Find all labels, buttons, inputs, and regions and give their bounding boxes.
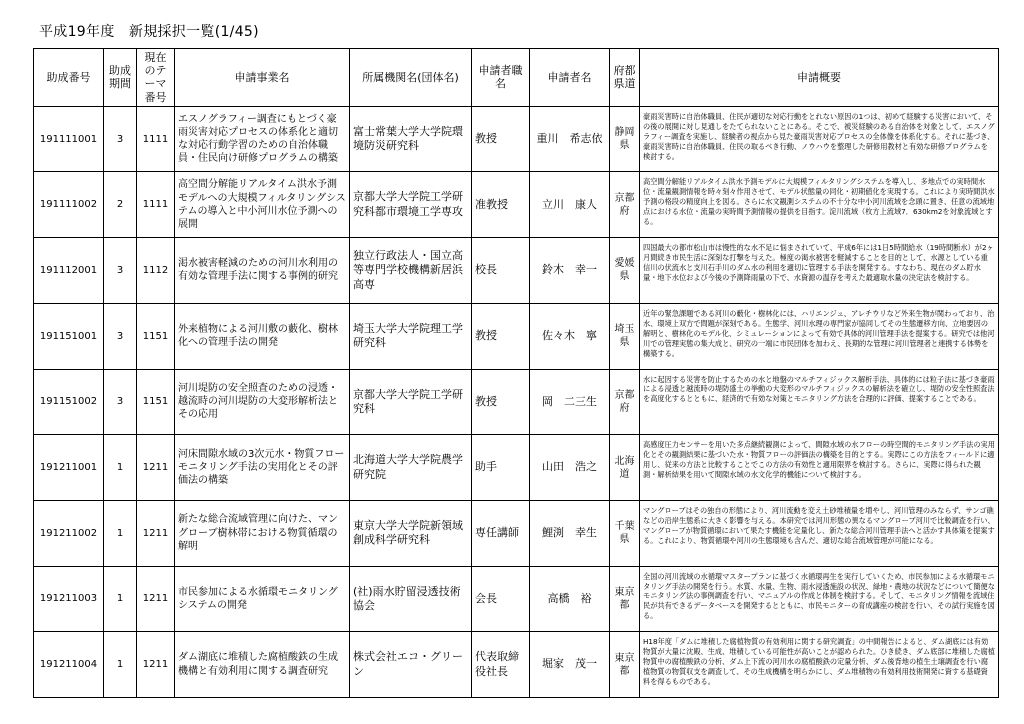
header-position: 申請者職 名 <box>472 49 530 107</box>
header-id: 助成番号 <box>34 49 104 107</box>
cell-applicant: 立川 康人 <box>530 172 610 238</box>
cell-applicant: 鈴木 幸一 <box>530 238 610 304</box>
cell-period: 3 <box>104 303 137 369</box>
grant-table <box>33 48 999 698</box>
cell-pref: 京都府 <box>610 369 640 435</box>
table-row <box>34 369 999 435</box>
cell-project: 渇水被害軽減のための河川水利用の有効な管理手法に関する事例的研究 <box>175 238 350 304</box>
cell-theme: 1211 <box>137 435 175 501</box>
table-row <box>34 566 999 632</box>
table-row <box>34 303 999 369</box>
cell-position: 教授 <box>472 106 530 172</box>
cell-position: 校長 <box>472 238 530 304</box>
cell-project: 市民参加による水循環モニタリングシステムの開発 <box>175 566 350 632</box>
cell-position: 教授 <box>472 303 530 369</box>
page-title: 平成19年度 新規採択一覧(1/45) <box>39 24 259 40</box>
cell-pref: 東京都 <box>610 632 640 698</box>
cell-theme: 1211 <box>137 566 175 632</box>
header-org: 所属機関名(団体名) <box>350 49 472 107</box>
cell-org: 京都大学大学院工学研究科都市環境工学専攻 <box>350 172 472 238</box>
cell-applicant: 重川 希志依 <box>530 106 610 172</box>
cell-position: 会長 <box>472 566 530 632</box>
cell-summary: 高空間分解能リアルタイム洪水予測モデルに大規模フィルタリングシステムを導入し、多地点での実時間水位・流量観測情報を時々刻々作用させて、モデル状態量の同化・初期値化を実現する。これにより実時間洪水予測の格段の精度向上を図る。さらに水文観測システムの不十分な中小河川流域を念頭に置き、任意の流域地点における水位・流量の実時間予測情報の提供を目指す。淀川流域（枚方上流域7．630km2を対象流域とする。 <box>640 172 999 238</box>
cell-period: 1 <box>104 632 137 698</box>
table-row <box>34 238 999 304</box>
cell-id: 191151001 <box>34 303 104 369</box>
cell-project: 河床間隙水域の3次元水・物質フローモニタリング手法の実用化とその評価法の構築 <box>175 435 350 501</box>
cell-pref: 東京都 <box>610 566 640 632</box>
cell-org: (社)雨水貯留浸透技術協会 <box>350 566 472 632</box>
cell-theme: 1151 <box>137 369 175 435</box>
table-row <box>34 500 999 566</box>
cell-summary: 水に起因する災害を防止するための水と地盤のマルチフィジックス解析手法、具体的には粒子法に基づき豪雨による浸透と越流時の堤防盛土の挙動の大変形のマルチフィジックスの解析法を確立し、堤防の安全性照査法を高度化するとともに、経済的で有効な対策とモニタリング方法を合理的に評価、提案することである。 <box>640 369 999 435</box>
cell-id: 191112001 <box>34 238 104 304</box>
table-row <box>34 172 999 238</box>
cell-period: 3 <box>104 369 137 435</box>
cell-id: 191111001 <box>34 106 104 172</box>
cell-id: 191211001 <box>34 435 104 501</box>
cell-project: 新たな総合流域管理に向けた、マングローブ樹林帯における物質循環の解明 <box>175 500 350 566</box>
cell-project: 河川堤防の安全照査のための浸透・越流時の河川堤防の大変形解析法とその応用 <box>175 369 350 435</box>
cell-theme: 1151 <box>137 303 175 369</box>
cell-pref: 埼玉県 <box>610 303 640 369</box>
cell-summary: マングローブはその独自の形態により、河川流動を変え土砂堆積量を増やし、河川管理のみならず、サンゴ礁などの沿岸生態系に大きく影響を与える。本研究では河川形態の異なるマングローブ河川で比較調査を行い、マングローブが物質循環において果たす機能を定量化し、新たな総合河川管理手法へと活かす具体策を提案する。これにより、物質循環や河川の生態環境も含んだ、適切な総合流域管理が可能になる。 <box>640 500 999 566</box>
cell-theme: 1111 <box>137 106 175 172</box>
cell-applicant: 堀家 茂一 <box>530 632 610 698</box>
cell-applicant: 高橋 裕 <box>530 566 610 632</box>
cell-pref: 北海道 <box>610 435 640 501</box>
cell-pref: 静岡県 <box>610 106 640 172</box>
cell-org: 京都大学大学院工学研究科 <box>350 369 472 435</box>
header-row <box>34 49 999 107</box>
cell-position: 准教授 <box>472 172 530 238</box>
header-summary: 申請概要 <box>640 49 999 107</box>
cell-summary: 近年の緊急課題である河川の藪化・樹林化には、ハリエンジュ、アレチウリなど外来生物が関わっており、治水、環境上双方で問題が深刻である。生態学、河川水理の専門家が協同してその生態遷移方向、立地要因の解明と、樹林化のモデル化、シミュレーションによって有効で具体的河川管理手法を提案する。研究では他河川での管理実態の集大成と、研究の一端に市民団体を加わえ、長期的な管理に河川管理者と連携する体勢を構築する。 <box>640 303 999 369</box>
cell-pref: 京都府 <box>610 172 640 238</box>
cell-org: 埼玉大学大学院理工学研究科 <box>350 303 472 369</box>
cell-summary: 豪雨災害時に自治体職員、住民が適切な対応行動をとれない原因の1つは、初めて経験する災害において、その後の展開に対し見通しをたてられないことにある。そこで、被災経験のある自治体を対象として、エスノグラフィー調査を実施し、経験者の視点から見た豪雨災害対応プロセスの全体像を体系化する。それに基づき、豪雨災害時に自治体職員、住民の取るべき行動、ノウハウを整理した研修用教材と有効な研修プログラムを検討する。 <box>640 106 999 172</box>
cell-theme: 1211 <box>137 632 175 698</box>
cell-theme: 1111 <box>137 172 175 238</box>
cell-theme: 1112 <box>137 238 175 304</box>
cell-period: 1 <box>104 500 137 566</box>
cell-project: 高空間分解能リアルタイム洪水予測モデルへの大規模フィルタリングシステムの導入と中小河川水位予測への展開 <box>175 172 350 238</box>
cell-id: 191211002 <box>34 500 104 566</box>
cell-id: 191211003 <box>34 566 104 632</box>
header-applicant: 申請者名 <box>530 49 610 107</box>
cell-applicant: 山田 浩之 <box>530 435 610 501</box>
cell-org: 東京大学大学院新領域創成科学研究科 <box>350 500 472 566</box>
cell-applicant: 佐々木 寧 <box>530 303 610 369</box>
cell-org: 北海道大学大学院農学研究院 <box>350 435 472 501</box>
cell-org: 富士常葉大学大学院環境防災研究科 <box>350 106 472 172</box>
cell-period: 2 <box>104 172 137 238</box>
cell-project: ダム湖底に堆積した腐植酸鉄の生成機構と有効利用に関する調査研究 <box>175 632 350 698</box>
cell-period: 3 <box>104 106 137 172</box>
cell-position: 代表取締役社長 <box>472 632 530 698</box>
cell-pref: 千葉県 <box>610 500 640 566</box>
cell-org: 独立行政法人・国立高等専門学校機構新居浜高専 <box>350 238 472 304</box>
cell-applicant: 鯉渕 幸生 <box>530 500 610 566</box>
cell-summary: 四国最大の都市松山市は慢性的な水不足に悩まされていて、平成6年には1日5時間給水（19時間断水）が2ヶ月間続き市民生活に深刻な打撃を与えた。極度の渇水被害を軽減することを目的として、水源としている重信川の伏流水と支川石手川のダム水の利用を適切に管理する手法を開発する。すなわち、現在のダム貯水量・地下水位および今後の予測降雨量の下で、水資源の温存を考えた最適取水量の決定法を検討する。 <box>640 238 999 304</box>
cell-period: 3 <box>104 238 137 304</box>
cell-id: 191151002 <box>34 369 104 435</box>
cell-period: 1 <box>104 435 137 501</box>
cell-position: 助手 <box>472 435 530 501</box>
cell-position: 専任講師 <box>472 500 530 566</box>
cell-project: エスノグラフィー調査にもとづく豪雨災害対応プロセスの体系化と適切な対応行動学習のための自治体職員・住民向け研修プログラムの構築 <box>175 106 350 172</box>
header-project: 申請事業名 <box>175 49 350 107</box>
cell-position: 教授 <box>472 369 530 435</box>
cell-pref: 愛媛県 <box>610 238 640 304</box>
cell-applicant: 岡 二三生 <box>530 369 610 435</box>
table-row <box>34 435 999 501</box>
cell-summary: 全国の河川流域の水循環マスタープランに基づく水循環再生を実行していくため、市民参加による水循環モニタリング手法の開発を行う。水質、水量、生物、雨水浸透施設の状況、緑地・農地の状況などについて簡便なモニタリング法の事例調査を行い、マニュアルの作成と体制を検討する。そして、モニタリング情報を流域住民が共有できるデータベースを開発するとともに、市民モニターの育成講座の検討を行い、その試行実施を図る。 <box>640 566 999 632</box>
table-row <box>34 106 999 172</box>
cell-period: 1 <box>104 566 137 632</box>
cell-org: 株式会社エコ・グリーン <box>350 632 472 698</box>
cell-id: 191111002 <box>34 172 104 238</box>
header-theme: 現在のテーマ番号 <box>137 49 175 107</box>
cell-summary: 高感度圧力センサーを用いた多点継続観測によって、間隙水域の水フローの時空間的モニタリング手法の実用化とその観測結果に基づいた水・物質フローの評価法の構築を目的とする。実際にこの方法をフィールドに適用し、従来の方法と比較することでこの方法の有効性と適用限界を検討する。さらに、実際に得られた観測・解析結果を用いて間隙水域の水文化学的機能について検討する。 <box>640 435 999 501</box>
table-row <box>34 632 999 698</box>
cell-summary: H18年度「ダムに堆積した腐植物質の有効利用に関する研究調査」の中間報告によると、ダム湖底には有効物質が大量に沈殿、生成、堆積している可能性が高いことが認められた。ひき続き、ダム底部に堆積した腐植物質中の腐植酸鉄の分析、ダム上下流の河川水の腐植酸鉄の定量分析、ダム後背地の植生土壌調査を行い腐植物質の物質収支を調査して、その生成機構を明らかにし、ダム堆積物の有効利用技術開発に資する基礎資料を得るものである。 <box>640 632 999 698</box>
cell-theme: 1211 <box>137 500 175 566</box>
cell-id: 191211004 <box>34 632 104 698</box>
cell-project: 外来植物による河川敷の藪化、樹林化への管理手法の開発 <box>175 303 350 369</box>
header-pref: 府都県道 <box>610 49 640 107</box>
header-period: 助成期間 <box>104 49 137 107</box>
